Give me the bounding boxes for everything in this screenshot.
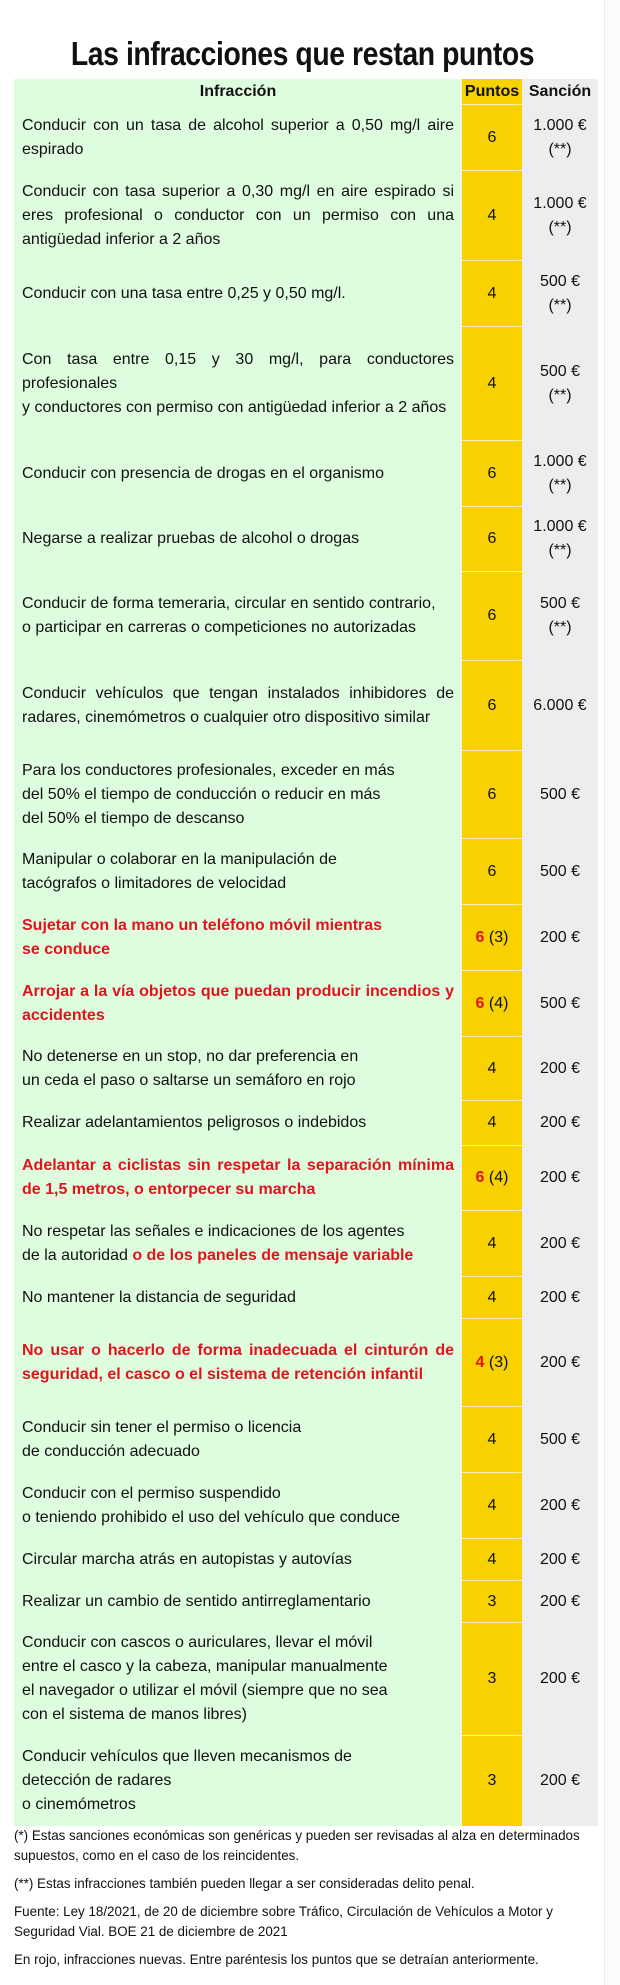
fine-amount: 1.000 € <box>533 518 587 535</box>
table-row <box>14 1473 598 1539</box>
fine-amount: 200 € <box>539 1353 581 1371</box>
table-row <box>14 1277 598 1319</box>
fine-amount: 200 € <box>539 1771 581 1789</box>
description-line: Circular marcha atrás en autopistas y autovías <box>22 1550 352 1568</box>
description-line: No respetar las señales e indicaciones de los agentes <box>22 1222 405 1240</box>
points-value: 4 <box>475 1353 485 1371</box>
description-line: y conductores con permiso con antigüedad inferior a 2 años <box>22 398 447 416</box>
description-line: Conducir vehículos que lleven mecanismos de <box>22 1747 352 1765</box>
points-value: 6 <box>475 928 485 946</box>
fine-cell <box>522 507 598 572</box>
description-line: Conducir con una tasa entre 0,25 y 0,50 mg/l. <box>22 284 346 302</box>
points-value: 6 <box>487 696 497 714</box>
footnote: En rojo, infracciones nuevas. Entre paréntesis los puntos que se detraían anteriormente. <box>14 1952 539 1967</box>
description-line: Realizar un cambio de sentido antirreglamentario <box>22 1592 371 1610</box>
table-row <box>14 1319 598 1407</box>
description-line: Conducir con cascos o auriculares, llevar el móvil <box>22 1634 373 1651</box>
description-line: de la autoridad <box>22 1246 133 1264</box>
points-cell <box>462 507 522 572</box>
table-row <box>14 1146 598 1211</box>
footnote: (*) Estas sanciones económicas son genéricas y pueden ser revisadas al alza en determinados supuestos, como en el caso de los reincidentes. <box>14 1828 580 1863</box>
points-cell <box>462 661 522 751</box>
infraction-description <box>14 441 462 507</box>
points-value: 4 <box>487 1288 497 1306</box>
infraction-description <box>14 1407 462 1473</box>
infraction-description <box>14 751 462 839</box>
table-row <box>14 751 598 839</box>
infraction-description <box>14 105 462 171</box>
fine-cell <box>522 572 598 661</box>
description-line: de conducción adecuado <box>22 1442 200 1460</box>
description-line: se conduce <box>22 940 111 958</box>
fine-cell <box>522 1037 598 1101</box>
points-cell <box>462 1623 522 1736</box>
description-line: un ceda el paso o saltarse un semáforo en rojo <box>22 1071 356 1089</box>
points-value: 6 <box>475 1169 485 1186</box>
points-value: 3 <box>487 1670 497 1687</box>
infractions-table <box>14 79 598 1826</box>
description-line: Arrojar a la vía objetos que puedan producir incendios y accidentes <box>22 982 454 1024</box>
description-new-part: o de los paneles de mensaje variable <box>132 1246 414 1264</box>
points-value: 6 <box>487 607 497 624</box>
description-line: tacógrafos o limitadores de velocidad <box>22 874 287 892</box>
table-row <box>14 327 598 441</box>
infraction-description <box>14 261 462 327</box>
fine-amount: 200 € <box>539 1670 581 1687</box>
fine-note: (**) <box>548 619 572 636</box>
table-row <box>14 105 598 171</box>
fine-amount: 1.000 € <box>533 194 587 212</box>
table-row <box>14 171 598 261</box>
points-cell <box>462 1277 522 1319</box>
fine-note: (**) <box>548 140 572 158</box>
fine-note: (**) <box>548 386 572 404</box>
fine-note: (**) <box>548 476 572 494</box>
description-line: No mantener la distancia de seguridad <box>22 1288 296 1306</box>
fine-cell <box>522 1407 598 1473</box>
previous-points: (3) <box>488 1353 509 1371</box>
description-line: Conducir sin tener el permiso o licencia <box>22 1418 302 1436</box>
fine-note: (**) <box>548 296 572 314</box>
description-line: Conducir con el permiso suspendido <box>22 1484 281 1502</box>
fine-amount: 200 € <box>539 1114 581 1131</box>
table-row <box>14 1037 598 1101</box>
fine-amount: 200 € <box>539 1059 581 1077</box>
points-value: 6 <box>487 464 497 482</box>
fine-cell <box>522 171 598 261</box>
fine-cell <box>522 105 598 171</box>
points-value: 6 <box>487 128 497 146</box>
points-cell <box>462 105 522 171</box>
table-row <box>14 441 598 507</box>
infraction-description <box>14 1037 462 1101</box>
points-value: 4 <box>487 1114 497 1131</box>
infraction-description <box>14 1211 462 1277</box>
description-line: No usar o hacerlo de forma inadecuada el cinturón de seguridad, el casco o el sistema de retención infantil <box>22 1341 454 1383</box>
header-infraccion: Infracción <box>14 79 462 105</box>
fine-amount: 500 € <box>539 1430 581 1448</box>
points-cell <box>462 1037 522 1101</box>
previous-points: (4) <box>488 1169 509 1186</box>
infraction-description <box>14 507 462 572</box>
fine-amount: 1.000 € <box>533 116 587 134</box>
points-cell <box>462 261 522 327</box>
fine-amount: 500 € <box>539 272 581 290</box>
table-body <box>14 105 598 1826</box>
fine-cell <box>522 1736 598 1826</box>
fine-note: (**) <box>548 542 572 559</box>
table-row <box>14 839 598 905</box>
points-value: 6 <box>487 862 497 880</box>
description-line: Conducir con presencia de drogas en el organismo <box>22 464 384 482</box>
infraction-description <box>14 1319 462 1407</box>
table-row <box>14 572 598 661</box>
footnotes <box>14 1826 602 1978</box>
fine-cell <box>522 1319 598 1407</box>
description-line: entre el casco y la cabeza, manipular manualmente <box>22 1658 388 1675</box>
fine-cell <box>522 1539 598 1581</box>
infraction-description <box>14 1539 462 1581</box>
fine-amount: 200 € <box>539 1550 581 1568</box>
page-right-edge <box>604 0 620 1985</box>
description-line: o cinemómetros <box>22 1795 136 1813</box>
points-cell <box>462 751 522 839</box>
points-cell <box>462 1581 522 1623</box>
points-cell <box>462 1407 522 1473</box>
points-cell <box>462 572 522 661</box>
fine-cell <box>522 1473 598 1539</box>
fine-amount: 500 € <box>539 785 581 803</box>
table-row <box>14 1407 598 1473</box>
infraction-description <box>14 327 462 441</box>
points-cell <box>462 327 522 441</box>
infraction-description <box>14 971 462 1037</box>
infraction-description <box>14 1581 462 1623</box>
points-cell <box>462 905 522 971</box>
description-line: del 50% el tiempo de conducción o reducir en más <box>22 785 381 803</box>
description-line: Adelantar a ciclistas sin respetar la separación mínima de 1,5 metros, o entorpecer su marcha <box>22 1157 454 1198</box>
points-cell <box>462 1473 522 1539</box>
fine-amount: 200 € <box>539 1592 581 1610</box>
description-line: No detenerse en un stop, no dar preferencia en <box>22 1047 359 1065</box>
table-row <box>14 971 598 1037</box>
table-row <box>14 1581 598 1623</box>
infraction-description <box>14 1277 462 1319</box>
description-line: con el sistema de manos libres) <box>22 1706 247 1723</box>
infraction-description <box>14 661 462 751</box>
description-line: Para los conductores profesionales, exceder en más <box>22 761 395 779</box>
points-value: 4 <box>487 1550 497 1568</box>
fine-cell <box>522 1277 598 1319</box>
description-line: Conducir con tasa superior a 0,30 mg/l en aire espirado si eres profesional o conductor con un permiso con una antigüedad inferior a 2 años <box>22 182 454 248</box>
points-cell <box>462 441 522 507</box>
page-title: Las infracciones que restan puntos <box>70 35 535 73</box>
points-value: 4 <box>487 1234 497 1252</box>
description-line: detección de radares <box>22 1771 172 1789</box>
fine-cell <box>522 905 598 971</box>
fine-amount: 1.000 € <box>533 452 587 470</box>
description-line: Con tasa entre 0,15 y 30 mg/l, para conductores profesionales <box>22 350 454 392</box>
fine-amount: 200 € <box>539 1496 581 1514</box>
points-cell <box>462 1101 522 1146</box>
description-line: Sujetar con la mano un teléfono móvil mientras <box>22 916 383 934</box>
fine-cell <box>522 1623 598 1736</box>
footnote: Fuente: Ley 18/2021, de 20 de diciembre sobre Tráfico, Circulación de Vehículos a Motor y Seguridad Vial. BOE 21 de diciembre de 2021 <box>14 1904 553 1939</box>
fine-cell <box>522 751 598 839</box>
description-line: Realizar adelantamientos peligrosos o indebidos <box>22 1114 367 1131</box>
points-cell <box>462 1736 522 1826</box>
table-row <box>14 1539 598 1581</box>
points-cell <box>462 1211 522 1277</box>
infraction-description <box>14 1736 462 1826</box>
points-value: 4 <box>487 206 497 224</box>
fine-note: (**) <box>548 218 572 236</box>
points-value: 4 <box>487 1430 497 1448</box>
fine-cell <box>522 441 598 507</box>
points-value: 6 <box>487 530 497 547</box>
fine-amount: 200 € <box>539 1288 581 1306</box>
infraction-description <box>14 572 462 661</box>
fine-cell <box>522 261 598 327</box>
fine-cell <box>522 1211 598 1277</box>
infraction-description <box>14 1101 462 1146</box>
fine-amount: 200 € <box>539 1169 581 1186</box>
description-line: o participar en carreras o competiciones no autorizadas <box>22 619 416 636</box>
fine-amount: 500 € <box>539 994 581 1012</box>
points-value: 6 <box>487 785 497 803</box>
header-sancion: Sanción <box>522 79 598 105</box>
table-row <box>14 261 598 327</box>
table-row <box>14 1101 598 1146</box>
fine-cell <box>522 1581 598 1623</box>
table-row <box>14 905 598 971</box>
fine-amount: 500 € <box>539 362 581 380</box>
description-line: Conducir vehículos que tengan instalados inhibidores de radares, cinemómetros o cualquier otro dispositivo similar <box>22 684 454 726</box>
fine-cell <box>522 661 598 751</box>
header-puntos: Puntos <box>462 79 522 105</box>
points-cell <box>462 1146 522 1211</box>
fine-amount: 200 € <box>539 1234 581 1252</box>
table-row <box>14 1623 598 1736</box>
table-header-row <box>14 79 598 105</box>
points-value: 4 <box>487 1496 497 1514</box>
table-row <box>14 661 598 751</box>
infraction-description <box>14 1473 462 1539</box>
points-value: 6 <box>475 994 485 1012</box>
description-line: Conducir con un tasa de alcohol superior a 0,50 mg/l aire espirado <box>22 116 454 158</box>
fine-amount: 500 € <box>539 862 581 880</box>
points-cell <box>462 839 522 905</box>
description-line: Manipular o colaborar en la manipulación de <box>22 850 337 868</box>
points-value: 3 <box>487 1592 497 1610</box>
infraction-description <box>14 905 462 971</box>
description-line: el navegador o utilizar el móvil (siempre que no sea <box>22 1682 388 1699</box>
footnote: (**) Estas infracciones también pueden llegar a ser consideradas delito penal. <box>14 1876 475 1891</box>
description-line: o teniendo prohibido el uso del vehículo que conduce <box>22 1508 401 1526</box>
previous-points: (3) <box>488 928 509 946</box>
points-cell <box>462 1539 522 1581</box>
description-line: del 50% el tiempo de descanso <box>22 809 245 827</box>
infraction-description <box>14 171 462 261</box>
fine-cell <box>522 327 598 441</box>
points-value: 4 <box>487 1059 497 1077</box>
infraction-description <box>14 1623 462 1736</box>
fine-amount: 200 € <box>539 928 581 946</box>
fine-cell <box>522 1146 598 1211</box>
infraction-description <box>14 1146 462 1211</box>
points-cell <box>462 971 522 1037</box>
description-line: Conducir de forma temeraria, circular en sentido contrario, <box>22 595 436 612</box>
fine-cell <box>522 839 598 905</box>
infraction-description <box>14 839 462 905</box>
table-row <box>14 507 598 572</box>
table-row <box>14 1736 598 1826</box>
fine-amount: 500 € <box>539 595 581 612</box>
points-value: 4 <box>487 374 497 392</box>
fine-amount: 6.000 € <box>533 696 587 714</box>
description-line: Negarse a realizar pruebas de alcohol o drogas <box>22 530 360 547</box>
points-value: 3 <box>487 1771 497 1789</box>
points-cell <box>462 171 522 261</box>
fine-cell <box>522 1101 598 1146</box>
points-cell <box>462 1319 522 1407</box>
fine-cell <box>522 971 598 1037</box>
previous-points: (4) <box>488 994 509 1012</box>
points-value: 4 <box>487 284 497 302</box>
table-row <box>14 1211 598 1277</box>
